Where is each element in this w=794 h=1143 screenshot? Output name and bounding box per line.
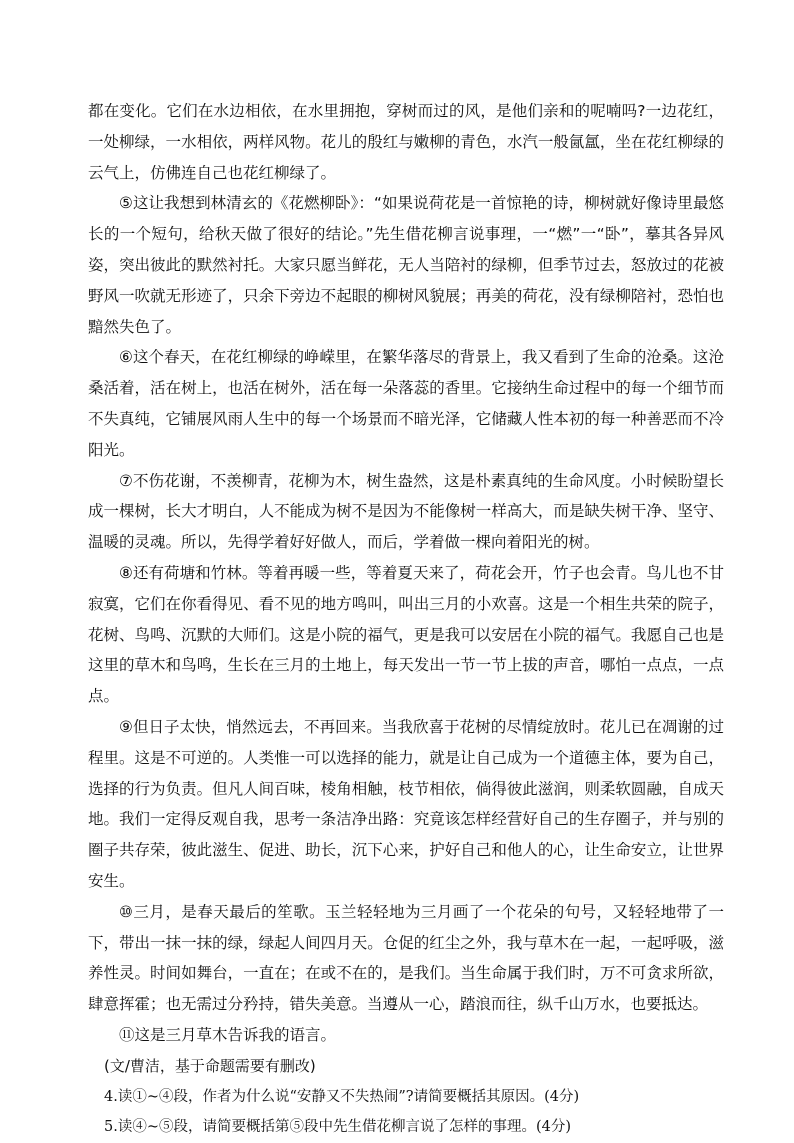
question-4: 4.读①~④段，作者为什么说“安静又不失热闹”?请简要概括其原因。(4分): [104, 1088, 580, 1105]
paragraph-7: ⑦不伤花谢，不羡柳青，花柳为木，树生盎然，这是朴素真纯的生命风度。小时候盼望长成一棵树，长大才明白，人不能成为树不是因为不能像树一样高大，而是缺失树干净、坚守、温暖的灵魂。所以，先得学着好好做人，而后，学着做一棵向着阳光的树。: [88, 471, 724, 552]
article-body: [88, 96, 724, 1143]
question-5: 5.读④~⑤段，请简要概括第⑤段中先生借花柳言说了怎样的事理。(4分): [104, 1119, 572, 1136]
paragraph-6: ⑥这个春天，在花红柳绿的峥嵘里，在繁华落尽的背景上，我又看到了生命的沧桑。这沧桑活着，活在树上，也活在树外，活在每一朵落蕊的香里。它接纳生命过程中的每一个细节而不失真纯，它铺展风雨人生中的每一个场景而不暗光泽，它储藏人性本初的每一种善恶而不冷阳光。: [88, 348, 724, 459]
paragraph-10: ⑩三月，是春天最后的笙歌。玉兰轻轻地为三月画了一个花朵的句号，又轻轻地带了一下，带出一抹一抹的绿，绿起人间四月天。仓促的红尘之外，我与草木在一起，一起呼吸，滋养性灵。时间如舞台，一直在；在或不在的，是我们。当生命属于我们时，万不可贪求所欲，肆意挥霍；也无需过分矜持，错失美意。当遵从一心，踏浪而往，纵千山万水，也要抵达。: [88, 902, 724, 1014]
paragraph-8: ⑧还有荷塘和竹林。等着再暖一些，等着夏天来了，荷花会开，竹子也会青。鸟儿也不甘寂寞，它们在你看得见、看不见的地方鸣叫，叫出三月的小欢喜。这是一个相生共荣的院子，花树、鸟鸣、沉默的大师们。这是小院的福气，更是我可以安居在小院的福气。我愿自己也是这里的草木和鸟鸣，生长在三月的土地上，每天发出一节一节上拔的声音，哪怕一点点，一点点。: [88, 563, 724, 706]
paragraph-9: ⑨但日子太快，悄然远去，不再回来。当我欣喜于花树的尽情绽放时。花儿已在凋谢的过程里。这是不可逆的。人类惟一可以选择的能力，就是让自己成为一个道德主体，要为自己，选择的行为负责。但凡人间百味，棱角相触，枝节相依，倘得彼此滋润，则柔软圆融，自成天地。我们一定得反观自我，思考一条洁净出路：究竟该怎样经营好自己的生存圈子，并与别的圈子共存荣，彼此滋生、促进、助长，沉下心来，护好自己和他人的心，让生命安立，让世界安生。: [88, 717, 724, 890]
paragraph-5: ⑤这让我想到林清玄的《花燃柳卧》：“如果说荷花是一首惊艳的诗，柳树就好像诗里最悠长的一个短句，给秋天做了很好的结论。”先生借花柳言说事理，一“燃”一“卧”，摹其各异风姿，突出彼此的默然衬托。大家只愿当鲜花，无人当陪衬的绿柳，但季节过去，怒放过的花被野风一吹就无形迹了，只余下旁边不起眼的柳树风貌展；再美的荷花，没有绿柳陪衬，恐怕也黯然失色了。: [88, 194, 724, 336]
paragraph-11: ⑪这是三月草木告诉我的语言。: [119, 1025, 337, 1044]
source-note: (文/曹洁，基于命题需要有删改): [104, 1056, 316, 1075]
paragraph-4-continuation: 都在变化。它们在水边相依，在水里拥抱，穿树而过的风，是他们亲和的呢喃吗?一边花红，一处柳绿，一水相依，两样风物。花儿的殷红与嫩柳的青色，水汽一般氤氲，坐在花红柳绿的云气上，仿佛连自己也花红柳绿了。: [88, 102, 724, 182]
